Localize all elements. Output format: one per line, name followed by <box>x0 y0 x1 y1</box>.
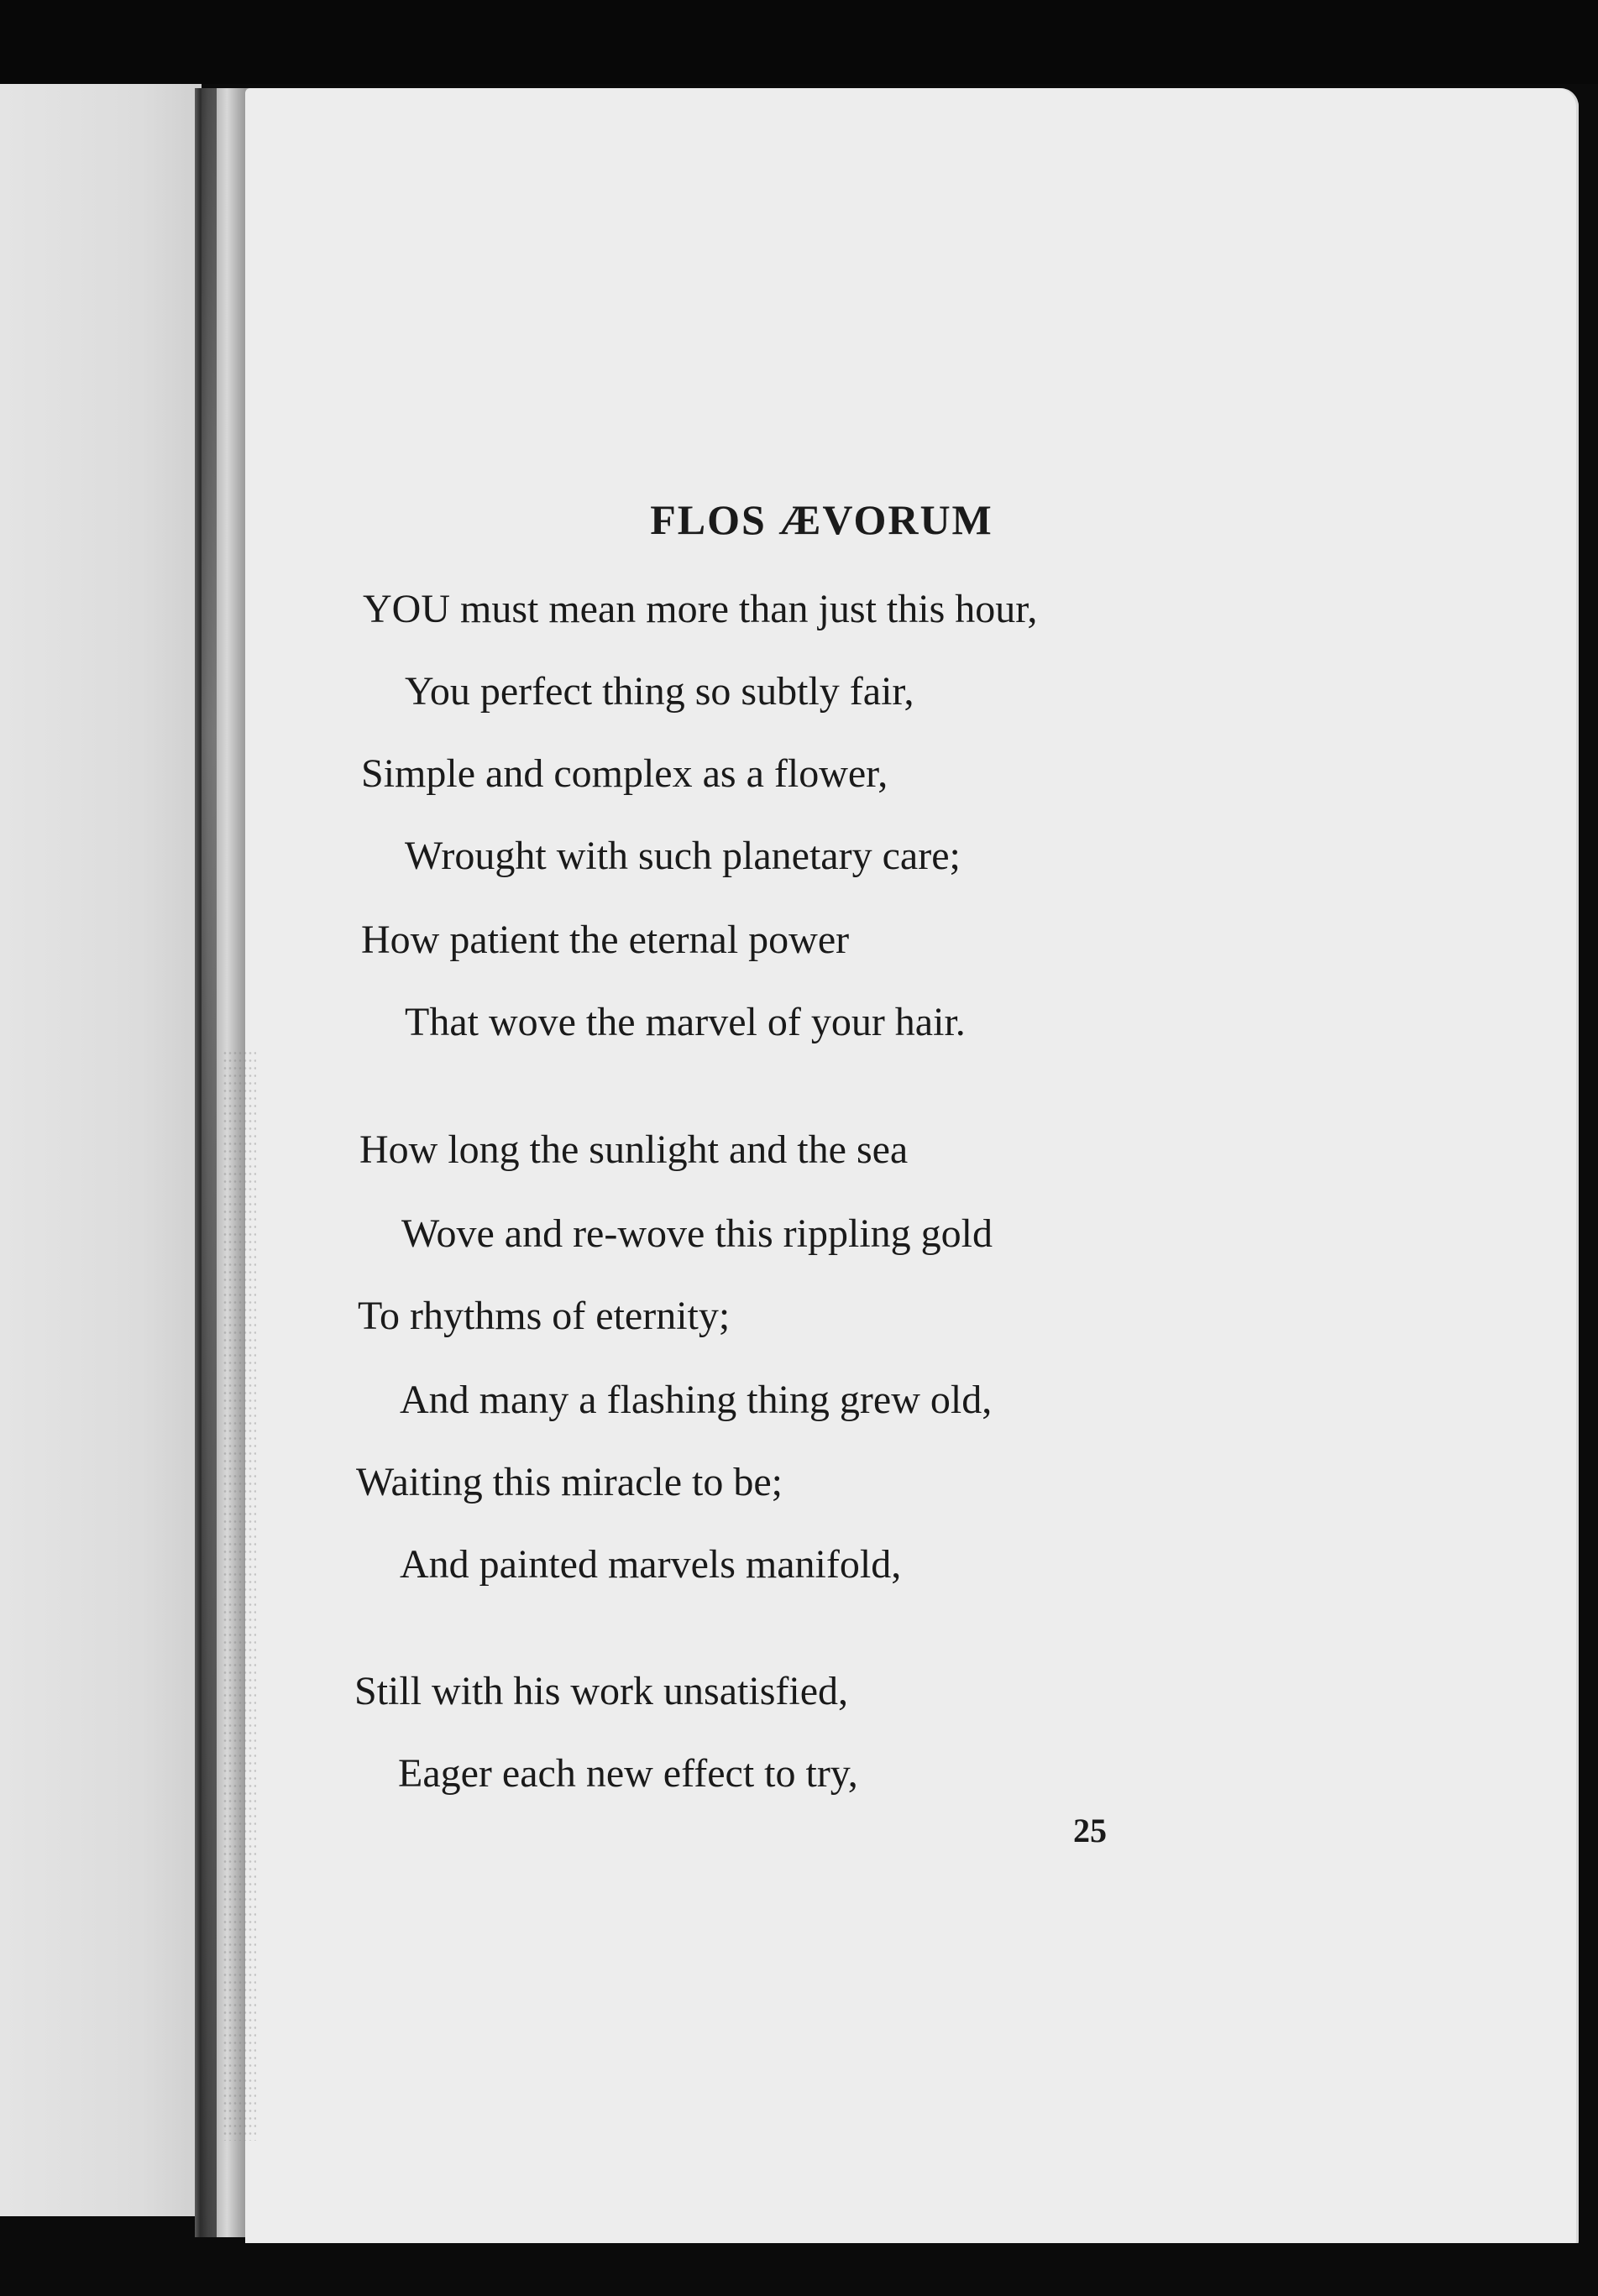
poem-line-9: To rhythms of eternity; <box>358 1294 731 1338</box>
scan-bottom-border <box>160 2243 1587 2296</box>
poem-line-14: Eager each new effect to try, <box>398 1751 858 1796</box>
scan-top-border <box>0 0 1598 84</box>
poem-line-10: And many a flashing thing grew old, <box>400 1378 993 1422</box>
poem-title-text: FLOS ÆVORUM <box>650 496 993 543</box>
poem-line-7: How long the sunlight and the sea <box>359 1127 909 1172</box>
poem-line-11: Waiting this miracle to be; <box>356 1460 783 1504</box>
poem-line-6: That wove the marvel of your hair. <box>405 1000 966 1044</box>
left-facing-page <box>0 84 202 2216</box>
poem-line-3: Simple and complex as a flower, <box>361 751 888 796</box>
poem-line-8: Wove and re-wove this rippling gold <box>401 1211 993 1256</box>
gutter-shadow <box>202 88 217 2237</box>
poem-line-13: Still with his work unsatisfied, <box>354 1669 848 1713</box>
poem-line-12: And painted marvels manifold, <box>400 1542 902 1587</box>
page-number: 25 <box>1073 1812 1107 1849</box>
poem-line-2: You perfect thing so subtly fair, <box>405 669 914 714</box>
poem-title <box>0 494 1598 546</box>
poem-line-4: Wrought with such planetary care; <box>405 834 961 878</box>
poem-line-1: YOU must mean more than just this hour, <box>363 587 1038 631</box>
poem-line-5: How patient the eternal power <box>361 918 850 962</box>
gutter-texture <box>223 1049 256 2141</box>
